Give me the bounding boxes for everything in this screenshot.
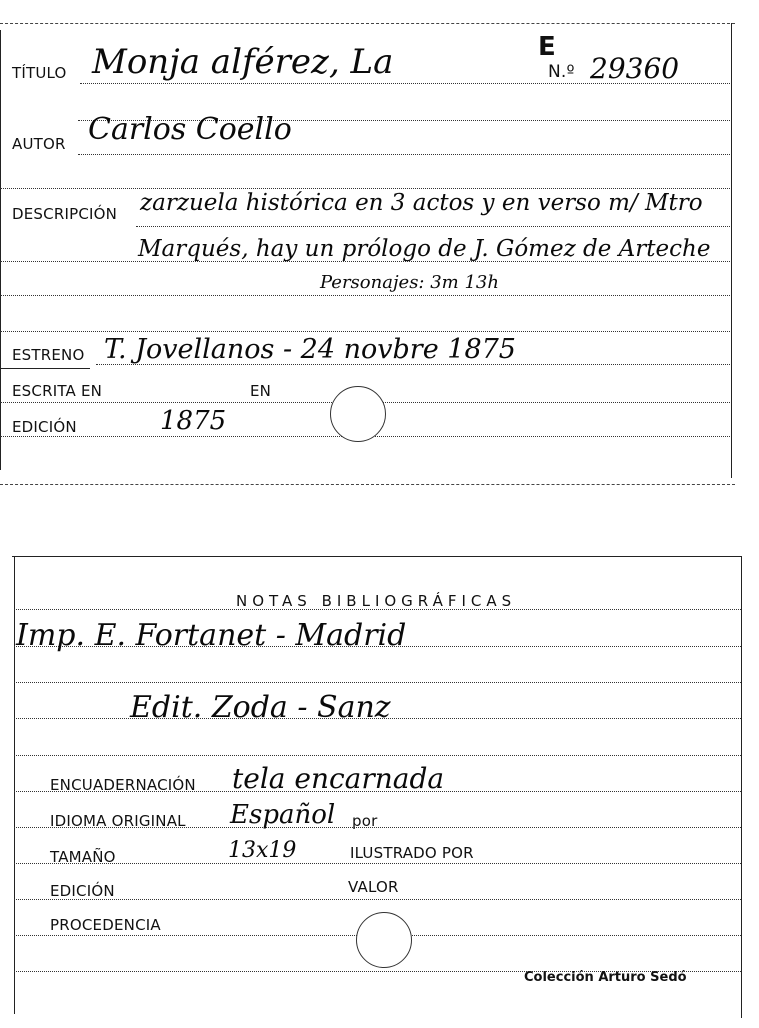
- tamano-label: TAMAÑO: [50, 848, 116, 866]
- card-top-edge: [0, 23, 735, 24]
- rule-line: [0, 368, 90, 369]
- edicion-value: 1875: [160, 406, 227, 436]
- descripcion-line-1: zarzuela histórica en 3 actos y en verso m/ Mtro: [140, 190, 703, 216]
- rule-line: [14, 899, 741, 900]
- note-line-2: Edit. Zoda - Sanz: [130, 690, 391, 725]
- card-right-edge: [731, 23, 732, 478]
- autor-value: Carlos Coello: [88, 112, 292, 147]
- tamano-value: 13x19: [228, 838, 297, 863]
- letter-mark: E: [538, 32, 556, 62]
- notas-heading: NOTAS BIBLIOGRÁFICAS: [236, 592, 517, 610]
- procedencia-label: PROCEDENCIA: [50, 916, 161, 934]
- autor-label: AUTOR: [12, 135, 66, 153]
- rule-line: [14, 863, 741, 864]
- descripcion-line-3: Personajes: 3m 13h: [320, 272, 499, 293]
- rule-line: [14, 682, 741, 683]
- rule-line: [14, 755, 741, 756]
- idioma-original-value: Español: [230, 800, 336, 830]
- rule-line: [0, 331, 730, 332]
- edicion-label: EDICIÓN: [12, 418, 77, 436]
- descripcion-line-2: Marqués, hay un prólogo de J. Gómez de Arteche: [138, 236, 711, 262]
- card-left-edge: [14, 556, 15, 1014]
- card-left-edge: [0, 30, 1, 470]
- rule-line: [0, 188, 730, 189]
- rule-line: [78, 154, 730, 155]
- escrita-en-label: ESCRITA EN: [12, 382, 103, 400]
- valor-label: VALOR: [348, 878, 399, 896]
- card-right-edge: [741, 556, 742, 1018]
- punch-hole: [356, 912, 412, 968]
- edicion-label: EDICIÓN: [50, 882, 115, 900]
- ilustrado-por-label: ILUSTRADO POR: [350, 844, 474, 862]
- titulo-label: TÍTULO: [12, 64, 67, 82]
- rule-line: [136, 226, 730, 227]
- por-label: por: [352, 812, 378, 830]
- estreno-label: ESTRENO: [12, 346, 85, 364]
- numero-label: N.º: [548, 62, 575, 82]
- catalog-card-front: [0, 0, 759, 495]
- en-label: EN: [250, 382, 272, 400]
- collection-footer: Colección Arturo Sedó: [524, 970, 687, 985]
- punch-hole: [330, 386, 386, 442]
- descripcion-label: DESCRIPCIÓN: [12, 205, 118, 223]
- titulo-value: Monja alférez, La: [92, 42, 394, 82]
- catalog-card-back: [0, 548, 759, 1028]
- encuadernacion-label: ENCUADERNACIÓN: [50, 776, 196, 794]
- rule-line: [0, 295, 730, 296]
- note-line-1: Imp. E. Fortanet - Madrid: [16, 618, 407, 653]
- card-top-edge: [12, 556, 742, 557]
- idioma-original-label: IDIOMA ORIGINAL: [50, 812, 186, 830]
- card-bottom-edge: [0, 484, 735, 485]
- encuadernacion-value: tela encarnada: [232, 762, 445, 795]
- numero-value: 29360: [590, 52, 680, 85]
- estreno-value: T. Jovellanos - 24 novbre 1875: [104, 334, 516, 365]
